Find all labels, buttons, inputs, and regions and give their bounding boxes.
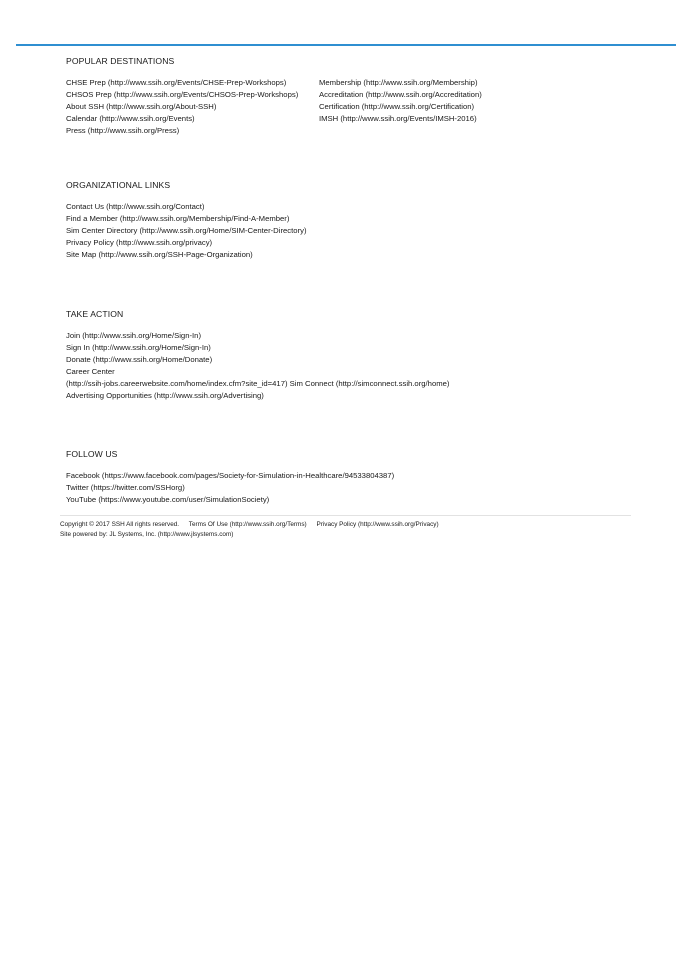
link-press[interactable]: Press (http://www.ssih.org/Press) <box>66 125 180 135</box>
popular-links-right <box>319 77 482 137</box>
link-find-a-member[interactable]: Find a Member (http://www.ssih.org/Membership/Find-A-Member) <box>66 213 290 223</box>
link-career-center[interactable]: Career Center <box>66 366 115 376</box>
footer-copyright: Copyright © 2017 SSH All rights reserved. <box>60 521 180 528</box>
link-membership[interactable]: Membership (http://www.ssih.org/Membership) <box>319 78 478 87</box>
popular-links <box>66 77 482 137</box>
follow-us-section <box>66 449 394 506</box>
link-sim-center-directory[interactable]: Sim Center Directory (http://www.ssih.org/Home/SIM-Center-Directory) <box>66 225 307 235</box>
link-donate[interactable]: Donate (http://www.ssih.org/Home/Donate) <box>66 354 213 364</box>
header-divider <box>16 44 676 46</box>
footer-divider <box>60 515 631 516</box>
org-links <box>66 201 307 261</box>
section-title-follow-us: FOLLOW US <box>66 449 118 459</box>
link-accreditation[interactable]: Accreditation (http://www.ssih.org/Accreditation) <box>319 89 482 99</box>
link-certification[interactable]: Certification (http://www.ssih.org/Certification) <box>319 101 475 111</box>
organizational-links-section <box>66 180 307 261</box>
link-about-ssh[interactable]: About SSH (http://www.ssih.org/About-SSH) <box>66 101 217 111</box>
link-advertising[interactable]: Advertising Opportunities (http://www.ssih.org/Advertising) <box>66 390 264 400</box>
take-action-section <box>66 309 449 401</box>
link-privacy-policy[interactable]: Privacy Policy (http://www.ssih.org/privacy) <box>66 237 213 247</box>
footer-powered-by[interactable]: Site powered by: JL Systems, Inc. (http://www.jlsystems.com) <box>60 531 234 538</box>
link-imsh[interactable]: IMSH (http://www.ssih.org/Events/IMSH-2016) <box>319 113 477 123</box>
follow-links <box>66 470 394 506</box>
link-career-center-url-sim-connect[interactable]: (http://ssih-jobs.careerwebsite.com/home/index.cfm?site_id=417) Sim Connect (http://simconnect.ssih.org/home) <box>66 378 450 388</box>
link-chse-prep[interactable]: CHSE Prep (http://www.ssih.org/Events/CHSE-Prep-Workshops) <box>66 78 287 87</box>
popular-links-left <box>66 77 319 137</box>
footer-line-1 <box>60 520 439 530</box>
link-sign-in[interactable]: Sign In (http://www.ssih.org/Home/Sign-In) <box>66 342 211 352</box>
take-action-links <box>66 330 449 401</box>
popular-destinations-section <box>66 56 482 137</box>
footer-privacy-link[interactable]: Privacy Policy (http://www.ssih.org/Privacy) <box>316 521 439 528</box>
link-join[interactable]: Join (http://www.ssih.org/Home/Sign-In) <box>66 331 202 340</box>
section-title-org: ORGANIZATIONAL LINKS <box>66 180 171 190</box>
link-contact-us[interactable]: Contact Us (http://www.ssih.org/Contact) <box>66 202 205 211</box>
footer <box>60 520 439 540</box>
link-site-map[interactable]: Site Map (http://www.ssih.org/SSH-Page-Organization) <box>66 249 253 259</box>
link-chsos-prep[interactable]: CHSOS Prep (http://www.ssih.org/Events/CHSOS-Prep-Workshops) <box>66 89 299 99</box>
footer-terms-link[interactable]: Terms Of Use (http://www.ssih.org/Terms) <box>188 521 307 528</box>
link-facebook[interactable]: Facebook (https://www.facebook.com/pages/Society-for-Simulation-in-Healthcare/94533804387) <box>66 471 395 480</box>
section-title-popular: POPULAR DESTINATIONS <box>66 56 175 66</box>
link-calendar[interactable]: Calendar (http://www.ssih.org/Events) <box>66 113 195 123</box>
link-twitter[interactable]: Twitter (https://twitter.com/SSHorg) <box>66 482 185 492</box>
section-title-take-action: TAKE ACTION <box>66 309 124 319</box>
link-youtube[interactable]: YouTube (https://www.youtube.com/user/SimulationSociety) <box>66 494 270 504</box>
